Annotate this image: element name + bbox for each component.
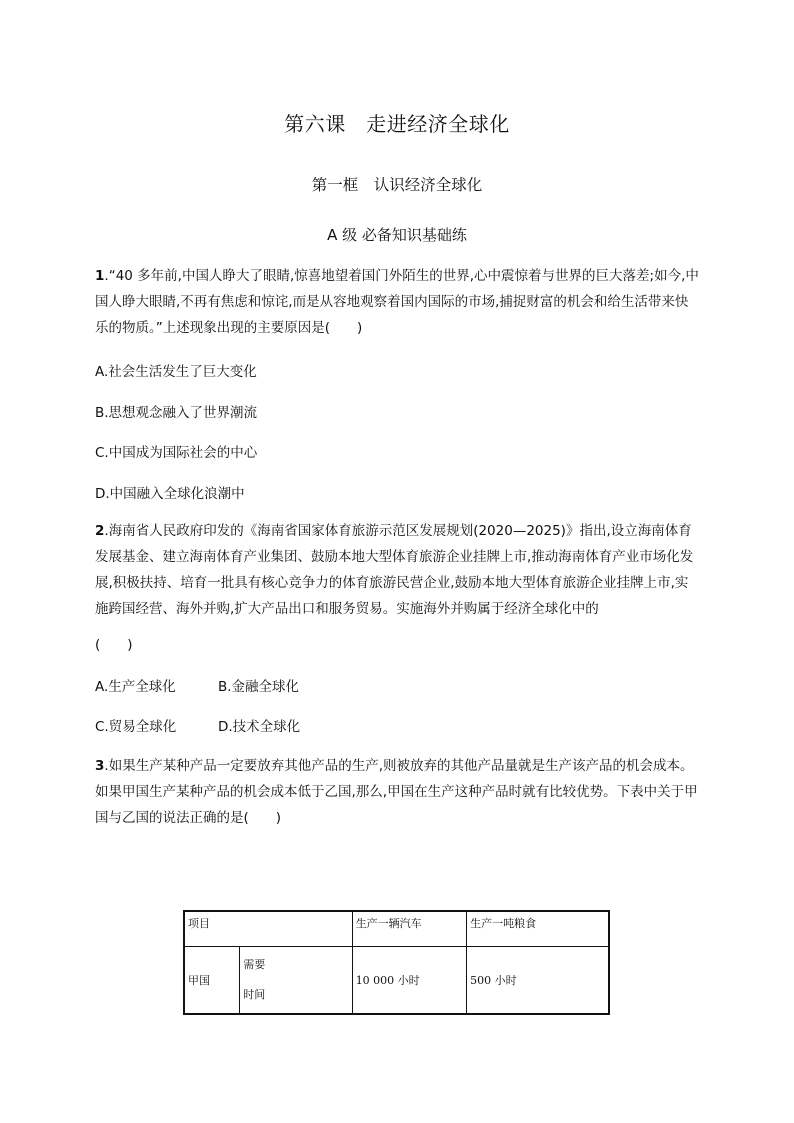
comparison-table xyxy=(183,910,610,1015)
table-cell-label xyxy=(240,947,352,1015)
lesson-title: 第六课 走进经济全球化 xyxy=(284,112,510,136)
question-1-stem xyxy=(95,263,700,341)
table-header-car: 生产一辆汽车 xyxy=(352,911,466,947)
table-row xyxy=(184,947,609,1015)
question-1-option-d: D.中国融入全球化浪潮中 xyxy=(95,486,245,502)
question-2-option-d: D.技术全球化 xyxy=(218,719,301,735)
question-1-option-a: A.社会生活发生了巨大变化 xyxy=(95,364,257,380)
table-cell-grain: 500 小时 xyxy=(467,947,609,1015)
table-header-grain: 生产一吨粮食 xyxy=(467,911,609,947)
question-1-option-b: B.思想观念融入了世界潮流 xyxy=(95,405,258,421)
table-label-top: 需要 xyxy=(243,958,266,971)
table-header-row xyxy=(184,911,609,947)
question-2-stem xyxy=(95,518,700,622)
question-3-text: .如果生产某种产品一定要放弃其他产品的生产,则被放弃的其他产品量就是生产该产品的机会成本。如果甲国生产某种产品的机会成本低于乙国,那么,甲国在生产这种产品时就有比较优势。下表中关于甲国与乙国的说法正确的是( ) xyxy=(95,758,698,826)
table-cell-country: 甲国 xyxy=(184,947,240,1015)
table-cell-car: 10 000 小时 xyxy=(352,947,466,1015)
question-1-number: 1 xyxy=(95,268,105,284)
question-2-answer-blank: ( ) xyxy=(95,637,133,653)
question-2-options-row-2 xyxy=(95,717,301,737)
question-1-text: .“40 多年前,中国人睁大了眼睛,惊喜地望着国门外陌生的世界,心中震惊着与世界的巨大落差;如今,中国人睁大眼睛,不再有焦虑和惊诧,而是从容地观察着国内国际的市场,捕捉财富的机会和给生活带来快乐的物质。”上述现象出现的主要原因是( ) xyxy=(95,268,699,336)
question-2-text: .海南省人民政府印发的《海南省国家体育旅游示范区发展规划(2020—2025)》指出,设立海南体育发展基金、建立海南体育产业集团、鼓励本地大型体育旅游企业挂牌上市,推动海南体育产业市场化发展,积极扶持、培育一批具有核心竞争力的体育旅游民营企业,鼓励本地大型体育旅游企业挂牌上市,实施跨国经营、海外并购,扩大产品出口和服务贸易。实施海外并购属于经济全球化中的 xyxy=(95,523,694,617)
question-1-option-c: C.中国成为国际社会的中心 xyxy=(95,445,258,461)
question-2-option-c: C.贸易全球化 xyxy=(95,719,177,735)
question-2-number: 2 xyxy=(95,523,105,539)
section-title: 第一框 认识经济全球化 xyxy=(311,176,483,194)
table-header-item: 项目 xyxy=(184,911,352,947)
question-3-number: 3 xyxy=(95,758,105,774)
table-label-bottom: 时间 xyxy=(243,988,266,1001)
level-title: A 级 必备知识基础练 xyxy=(327,226,467,244)
question-2-option-a: A.生产全球化 xyxy=(95,679,176,695)
question-2-option-b: B.金融全球化 xyxy=(218,679,300,695)
question-2-options-row-1 xyxy=(95,677,300,697)
question-3-stem xyxy=(95,753,700,831)
